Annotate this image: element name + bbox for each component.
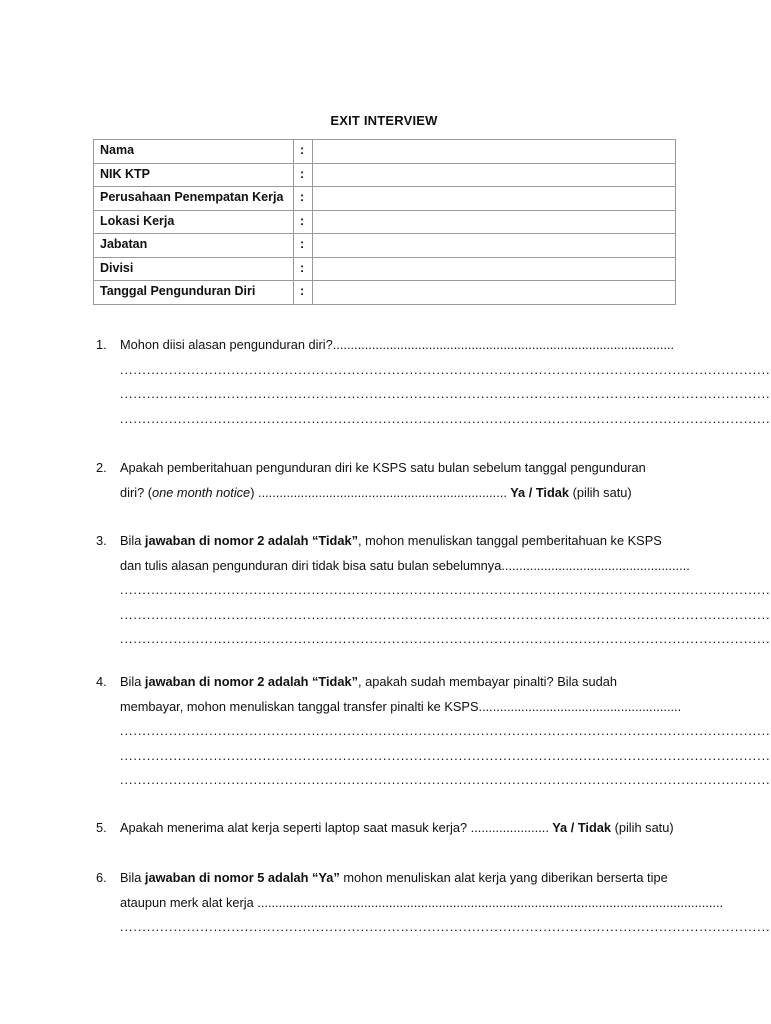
answer-line[interactable] bbox=[120, 361, 771, 387]
question-text: Bila bbox=[120, 533, 145, 548]
field-value-jabatan[interactable] bbox=[313, 234, 676, 258]
question-number: 3. bbox=[96, 533, 107, 548]
bold-condition: jawaban di nomor 5 adalah “Ya” bbox=[144, 870, 340, 885]
field-value-perusahaan[interactable] bbox=[313, 187, 676, 211]
question-text-line bbox=[120, 557, 690, 583]
answer-line[interactable] bbox=[120, 723, 771, 748]
question-text: Mohon diisi alasan pengunduran diri? bbox=[120, 337, 333, 352]
question-text: ) bbox=[250, 484, 259, 500]
answer-dots[interactable]: ...................................................................... bbox=[258, 484, 507, 500]
question-text: membayar, mohon menuliskan tanggal transfer pinalti ke KSPS bbox=[120, 698, 479, 714]
question-number: 1. bbox=[96, 337, 107, 352]
answer-dots[interactable]: .................................................................................................................................................. bbox=[120, 582, 771, 598]
answer-dots[interactable]: .................................................................................................................................................. bbox=[120, 919, 771, 935]
answer-dots[interactable]: ...................... bbox=[470, 820, 549, 835]
question-text-line bbox=[120, 698, 682, 724]
answer-line[interactable] bbox=[120, 410, 771, 436]
question-text: Bila bbox=[120, 870, 145, 885]
question-text: dan tulis alasan pengunduran diri tidak bisa satu bulan sebelumnya bbox=[120, 557, 502, 573]
field-label: Divisi bbox=[94, 257, 294, 281]
question-text-line bbox=[120, 485, 673, 510]
answer-dots[interactable]: .................................................................................................................................................. bbox=[120, 772, 771, 788]
answer-dots[interactable]: .................................................................................................................................................. bbox=[120, 723, 771, 739]
answer-dots[interactable]: ..................................................... bbox=[501, 557, 690, 573]
answer-dots[interactable]: .................................................................................................................................................. bbox=[120, 747, 771, 763]
field-label: NIK KTP bbox=[94, 163, 294, 187]
field-row-nik-ktp bbox=[94, 163, 676, 187]
question-number: 6. bbox=[96, 870, 107, 885]
answer-line[interactable] bbox=[120, 747, 771, 773]
field-row-tanggal bbox=[94, 281, 676, 305]
answer-dots[interactable]: ................................................................................................ bbox=[332, 337, 675, 352]
question-text: mohon menuliskan alat kerja yang diberikan berserta tipe bbox=[339, 870, 668, 885]
field-value-divisi[interactable] bbox=[313, 257, 676, 281]
field-row-divisi bbox=[94, 257, 676, 281]
employee-info-table bbox=[93, 139, 676, 305]
yes-no-choice[interactable]: Ya / Tidak bbox=[506, 484, 570, 500]
field-label: Jabatan bbox=[94, 234, 294, 258]
answer-line[interactable] bbox=[120, 631, 771, 656]
question-text-line bbox=[120, 870, 673, 895]
question-text-line bbox=[120, 894, 724, 920]
answer-dots[interactable]: .................................................................................................................................................. bbox=[120, 410, 771, 426]
answer-line[interactable] bbox=[120, 386, 771, 411]
question-text: , mohon menuliskan tanggal pemberitahuan ke KSPS bbox=[358, 533, 662, 548]
question-number: 5. bbox=[96, 820, 107, 835]
question-text: Apakah pemberitahuan pengunduran diri ke KSPS satu bulan sebelum tanggal pengunduran bbox=[120, 460, 646, 475]
question-text-line bbox=[120, 337, 673, 362]
answer-dots[interactable]: .................................................................................................................................................. bbox=[120, 606, 771, 622]
field-label: Nama bbox=[94, 140, 294, 164]
field-colon: : bbox=[294, 257, 313, 281]
question-number: 4. bbox=[96, 674, 107, 689]
form-title: EXIT INTERVIEW bbox=[330, 113, 438, 128]
yes-no-choice[interactable]: Ya / Tidak bbox=[548, 820, 612, 835]
field-row-perusahaan bbox=[94, 187, 676, 211]
question-text: Apakah menerima alat kerja seperti laptop saat masuk kerja? bbox=[120, 820, 471, 835]
field-row-nama bbox=[94, 140, 676, 164]
question-text-line bbox=[120, 533, 673, 558]
question-text: diri? ( bbox=[120, 484, 152, 500]
field-value-nama[interactable] bbox=[313, 140, 676, 164]
answer-line[interactable] bbox=[120, 606, 771, 632]
field-colon: : bbox=[294, 210, 313, 234]
field-row-jabatan bbox=[94, 234, 676, 258]
field-colon: : bbox=[294, 234, 313, 258]
field-value-tanggal[interactable] bbox=[313, 281, 676, 305]
field-colon: : bbox=[294, 163, 313, 187]
field-value-lokasi-kerja[interactable] bbox=[313, 210, 676, 234]
question-text: ataupun merk alat kerja bbox=[120, 894, 258, 910]
question-text-line bbox=[120, 820, 673, 845]
question-text: , apakah sudah membayar pinalti? Bila sudah bbox=[358, 674, 617, 689]
field-label: Tanggal Pengunduran Diri bbox=[94, 281, 294, 305]
choice-note: (pilih satu) bbox=[611, 820, 674, 835]
field-value-nik-ktp[interactable] bbox=[313, 163, 676, 187]
answer-dots[interactable]: .................................................................................................................................................. bbox=[120, 386, 771, 402]
bold-condition: jawaban di nomor 2 adalah “Tidak” bbox=[144, 533, 359, 548]
question-number: 2. bbox=[96, 460, 107, 475]
bold-condition: jawaban di nomor 2 adalah “Tidak” bbox=[144, 674, 359, 689]
answer-line[interactable] bbox=[120, 772, 771, 797]
field-colon: : bbox=[294, 187, 313, 211]
answer-line[interactable] bbox=[120, 919, 771, 944]
answer-dots[interactable]: ................................................................................................................................... bbox=[257, 894, 724, 910]
field-row-lokasi-kerja bbox=[94, 210, 676, 234]
question-text-line bbox=[120, 674, 673, 699]
answer-dots[interactable]: .................................................................................................................................................. bbox=[120, 361, 771, 377]
field-colon: : bbox=[294, 140, 313, 164]
field-label: Lokasi Kerja bbox=[94, 210, 294, 234]
answer-dots[interactable]: .................................................................................................................................................. bbox=[120, 631, 771, 647]
field-label: Perusahaan Penempatan Kerja bbox=[94, 187, 294, 211]
question-text: Bila bbox=[120, 674, 145, 689]
field-colon: : bbox=[294, 281, 313, 305]
italic-text: one month notice bbox=[152, 484, 251, 500]
answer-line[interactable] bbox=[120, 582, 771, 607]
answer-dots[interactable]: ......................................................... bbox=[478, 698, 682, 714]
choice-note: (pilih satu) bbox=[569, 484, 632, 500]
